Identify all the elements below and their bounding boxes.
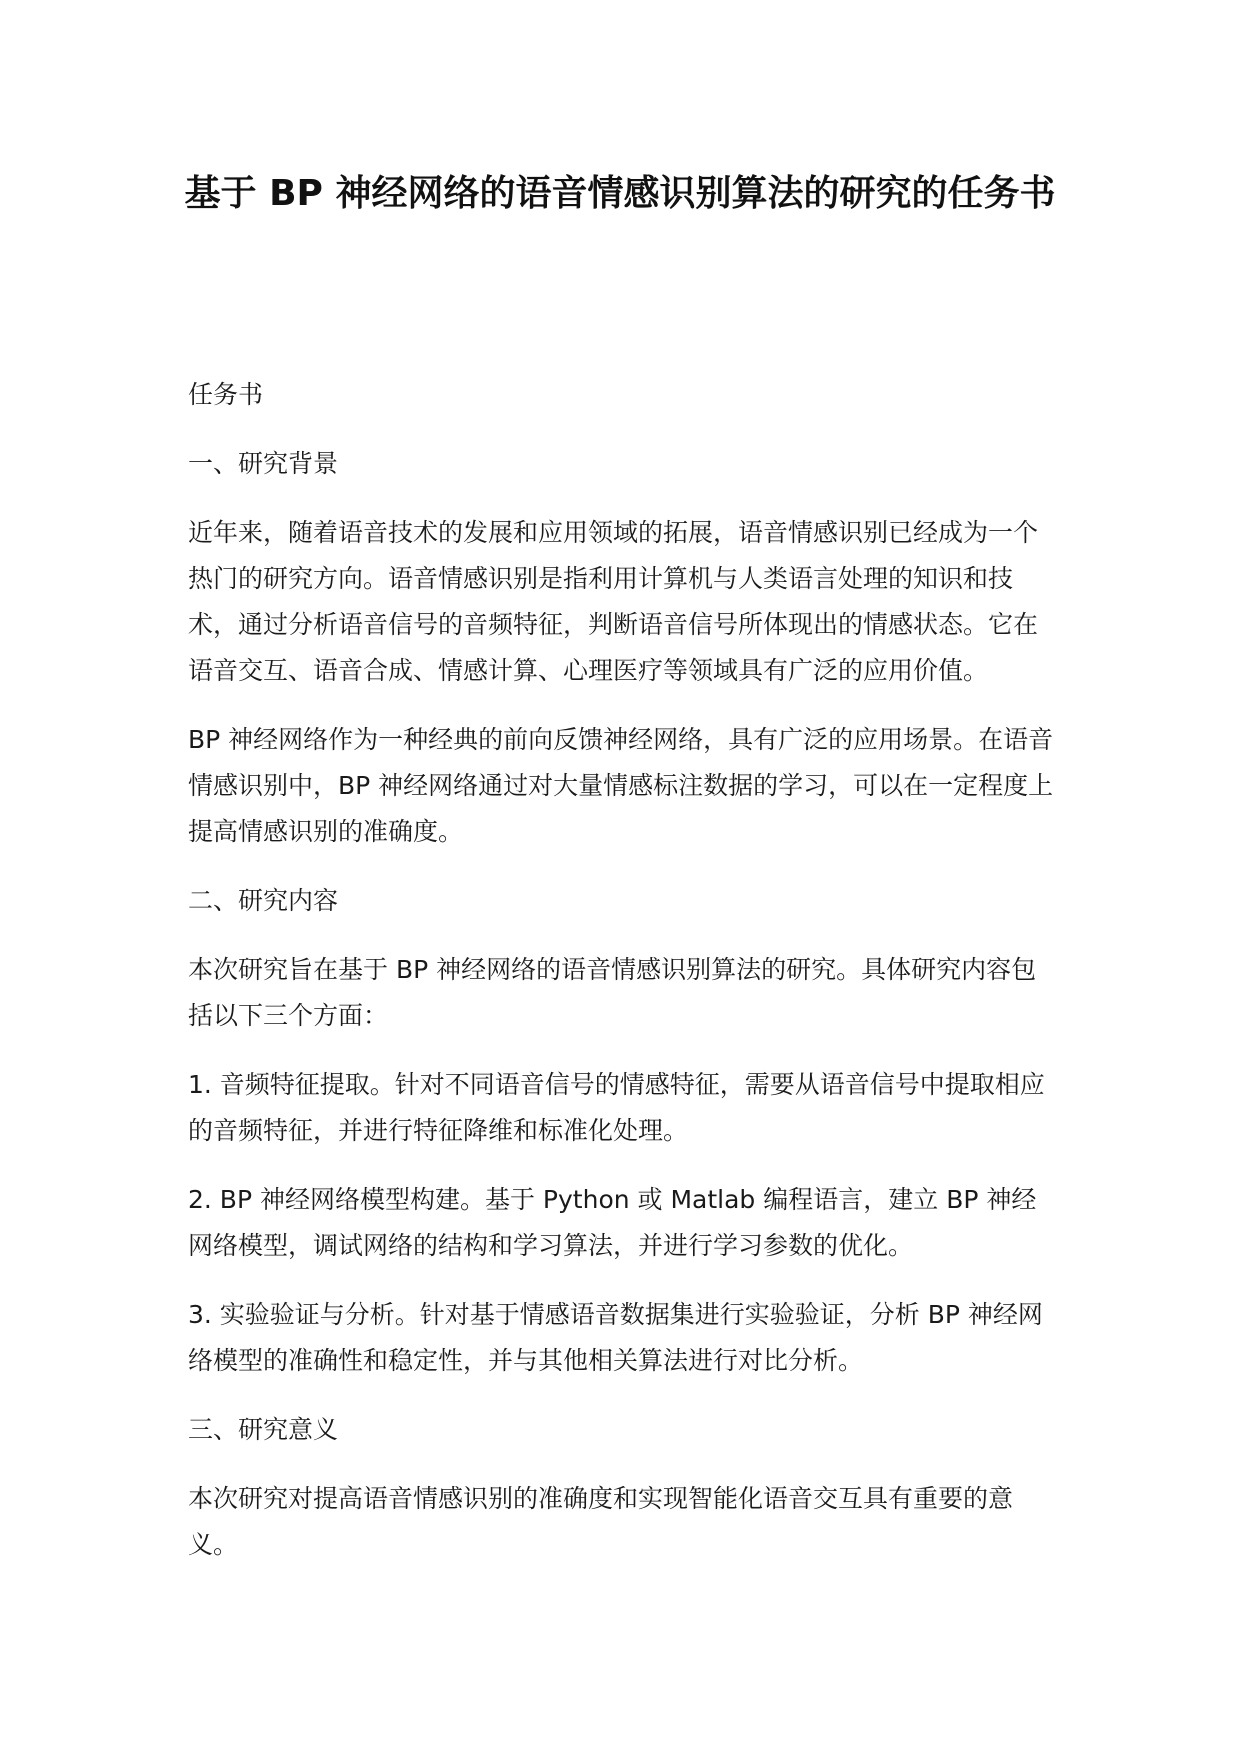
paragraph: BP 神经网络作为一种经典的前向反馈神经网络，具有广泛的应用场景。在语音情感识别中，BP 神经网络通过对大量情感标注数据的学习，可以在一定程度上提高情感识别的准确度。 (188, 725, 1054, 846)
document-body (188, 372, 1058, 1591)
section-heading-significance: 三、研究意义 (188, 1415, 339, 1444)
paragraph: 近年来，随着语音技术的发展和应用领域的拓展，语音情感识别已经成为一个热门的研究方向。语音情感识别是指利用计算机与人类语言处理的知识和技术，通过分析语音信号的音频特征，判断语音信号所体现出的情感状态。它在语音交互、语音合成、情感计算、心理医疗等领域具有广泛的应用价值。 (188, 518, 1039, 685)
document-title: 基于 BP 神经网络的语音情感识别算法的研究的任务书 (184, 173, 1056, 214)
section-heading-background: 一、研究背景 (188, 449, 339, 478)
list-item: 2. BP 神经网络模型构建。基于 Python 或 Matlab 编程语言，建立 BP 神经网络模型，调试网络的结构和学习算法，并进行学习参数的优化。 (188, 1185, 1037, 1260)
document-label: 任务书 (188, 380, 264, 409)
paragraph: 本次研究旨在基于 BP 神经网络的语音情感识别算法的研究。具体研究内容包括以下三个方面： (188, 955, 1037, 1030)
list-item: 1. 音频特征提取。针对不同语音信号的情感特征，需要从语音信号中提取相应的音频特征，并进行特征降维和标准化处理。 (188, 1070, 1045, 1145)
paragraph: 本次研究对提高语音情感识别的准确度和实现智能化语音交互具有重要的意义。 (188, 1484, 1014, 1559)
list-item: 3. 实验验证与分析。针对基于情感语音数据集进行实验验证，分析 BP 神经网络模型的准确性和稳定性，并与其他相关算法进行对比分析。 (188, 1300, 1043, 1375)
section-heading-content: 二、研究内容 (188, 886, 339, 915)
